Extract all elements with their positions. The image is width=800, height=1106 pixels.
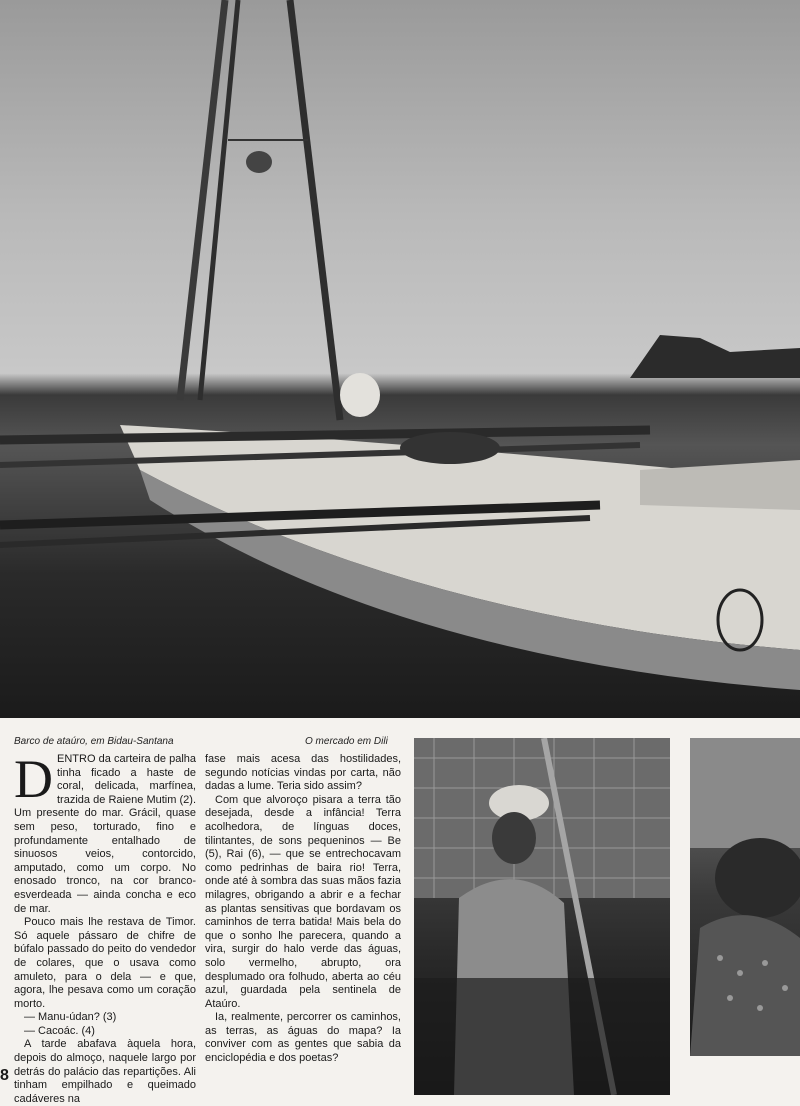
market-vendor-illustration [414, 738, 670, 1095]
market-woman-photo [690, 738, 800, 1056]
paragraph: Ia, realmente, percorrer os caminhos, as terras, as águas do mapa? Ia conviver com as gentes que sabia da enciclopédia e dos poetas? [205, 1011, 401, 1065]
paragraph: A tarde abafava àquela hora, depois do almoço, naquele largo por detrás do palácio das repartições. Ali tinham empilhado e queimado cadáveres na [14, 1038, 196, 1105]
paragraph: Com que alvoroço pisara a terra tão desejada, desde a infância! Terra acolhedora, de línguas doces, tilintantes, de sons pequeninos — Be (5), Rai (6), — que se entrechocavam como pedrinhas de baira rio! Terra, onde até à sombra das suas mãos fazia milagres, obrigando a abrir e a fechar as plantas sensitivas que bordavam os caminhos de terra batida! Mais bela do que o sonho lhe parecera, quando a vira, surgir do halo verde das águas, solo vermelho, abrupto, ora desplumado ora folhudo, aberta ao céu azul, guardada pela sentinela de Ataúro. [205, 793, 401, 1010]
paragraph: fase mais acesa das hostilidades, segundo notícias vindas por carta, não dadas a lume. Teria sido assim? [205, 753, 401, 793]
article-column-left [14, 749, 196, 1106]
market-vendor-photo [414, 738, 670, 1095]
market-woman-illustration [690, 738, 800, 1056]
page-number: 8 [0, 1067, 9, 1084]
paragraph: Pouco mais lhe restava de Timor. Só aquele pássaro de chifre de búfalo passado do peito do vendedor de colares, que o usava como amuleto, para o dela — e que, agora, lhe pesava como um coração morto. [14, 916, 196, 1010]
drop-cap: D [14, 749, 53, 809]
article-column-middle [205, 753, 401, 1066]
photo-caption-boat: Barco de ataúro, em Bidau-Santana [14, 736, 174, 747]
paragraph: ENTRO da carteira de palha tinha ficado a haste de coral, delicada, marfínea, trazida de Raiene Mutim (2). Um presente do mar. Grácil, quase sem peso, torturado, fino e profundamente entalhado de sinuosos veios, contorcido, amputado, como um corpo. No enosado tronco, na cor branco-esverdeada — ainda concha e eco de mar. [14, 753, 196, 915]
photo-caption-market: O mercado em Dili [305, 736, 388, 747]
dialogue-line: — Manu-údan? (3) [24, 1011, 117, 1024]
dialogue-line: — Cacoác. (4) [24, 1024, 95, 1037]
